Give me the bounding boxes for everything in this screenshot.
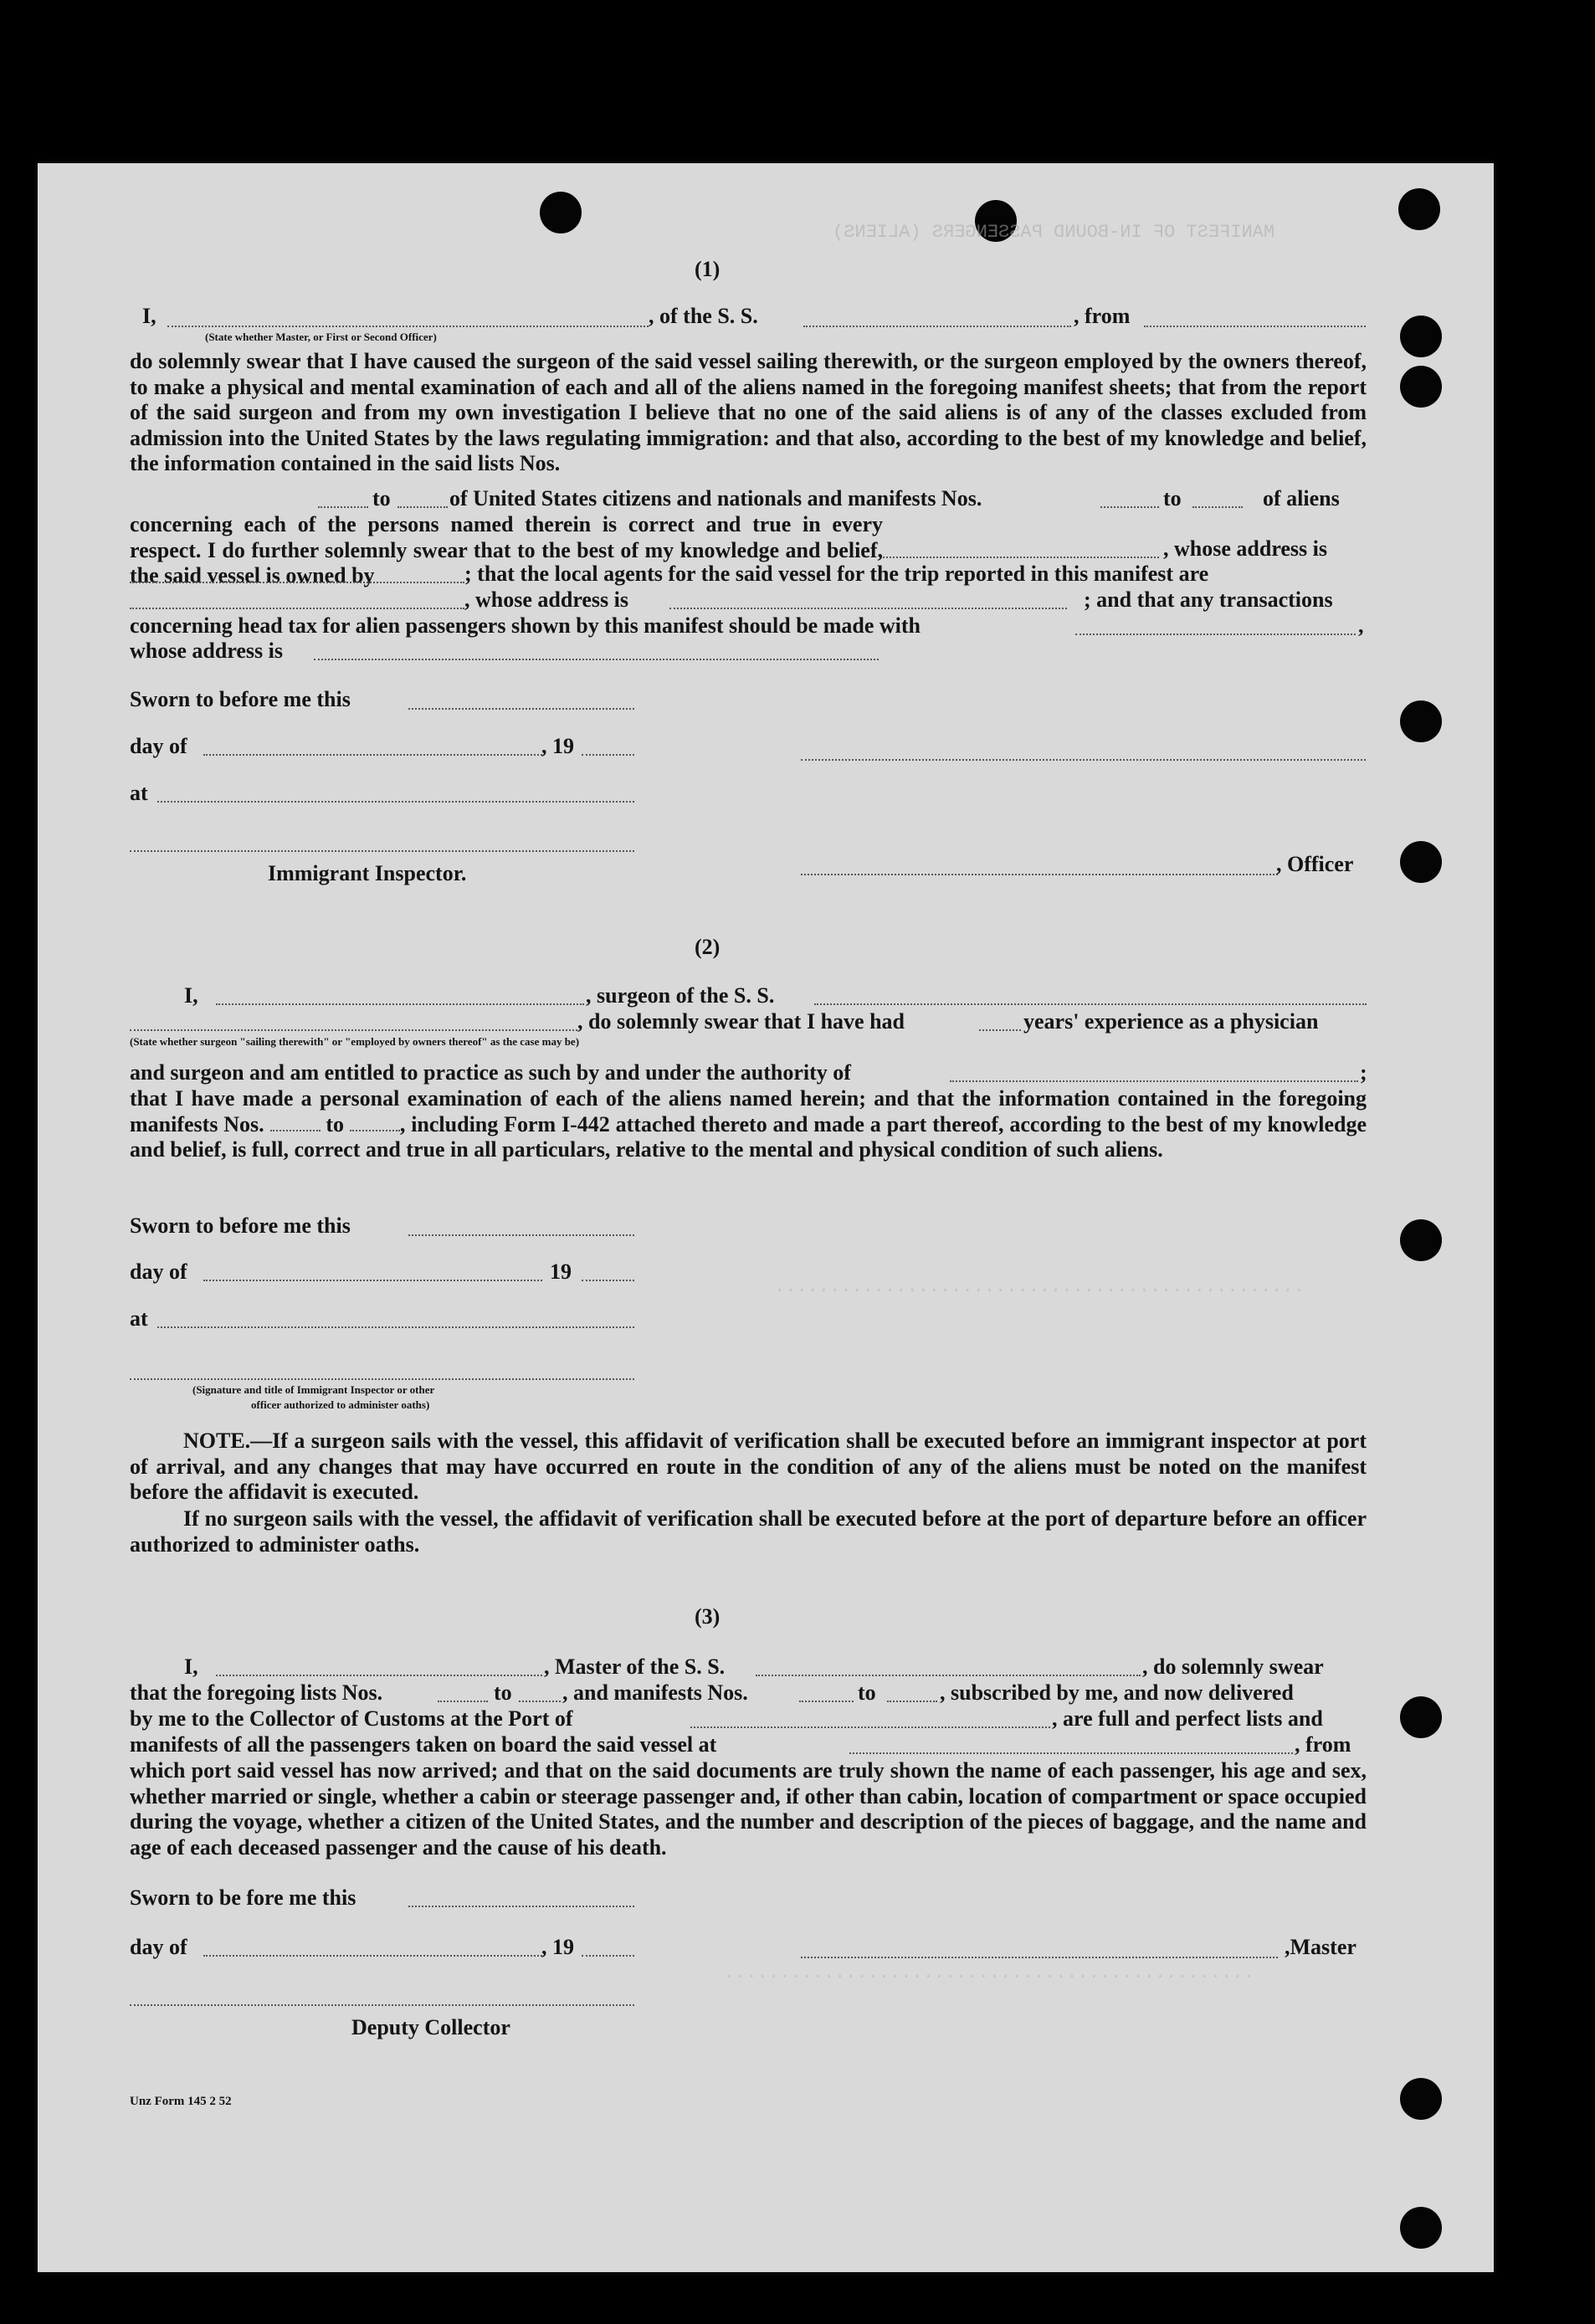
master-paragraph: which port said vessel has now arrived; and that on the said documents are truly shown the name of each passenger, his age and sex, whether married or single, whether a cabin or steerage passenger and, if other than cabin, location of compartment or space occupied during the voyage, whether a citizen of the United States, and the number and description of the pieces of baggage, and the name and age of each deceased passenger and the cause of his death. (130, 1758, 1367, 1860)
surgeon-name-field[interactable] (216, 1003, 584, 1005)
agent-address-label: , whose address is (464, 587, 629, 612)
manifests-to-blank[interactable] (350, 1130, 400, 1131)
manifests-label: , and manifests Nos. (562, 1680, 748, 1705)
boarded-at-field[interactable] (849, 1752, 1293, 1754)
section-number: (2) (695, 935, 721, 959)
surgeon-vessel-field[interactable] (814, 1003, 1367, 1005)
punch-hole-right-3 (1400, 366, 1442, 408)
form-identifier: Unz Form 145 2 52 (130, 2095, 232, 2108)
head-tax-address-field[interactable] (314, 659, 879, 660)
year-label: , 19 (541, 1935, 574, 1959)
from-port-field[interactable] (1144, 326, 1366, 327)
officer-signature-line[interactable] (801, 759, 1366, 761)
of-aliens-label: of aliens (1263, 486, 1340, 510)
punch-hole-right-1 (1398, 188, 1440, 230)
at-location-field[interactable] (157, 801, 634, 803)
from-label: , from (1295, 1732, 1351, 1757)
from-label: , from (1074, 304, 1131, 328)
master-swear-label: , do solemnly swear (1142, 1655, 1324, 1679)
note-paragraph-1 (130, 1429, 1367, 1506)
day-of-label: day of (130, 1935, 187, 1959)
inspector-signature-line[interactable] (130, 850, 634, 852)
owner-name-field[interactable] (883, 557, 1159, 558)
surgeon-of-label: , surgeon of the S. S. (586, 983, 775, 1008)
day-of-label: day of (130, 1259, 187, 1284)
years-label: years' experience as a physician (1023, 1009, 1319, 1034)
day-of-field[interactable] (203, 754, 542, 756)
sworn-date-field[interactable] (408, 1906, 634, 1907)
officer-name-line[interactable] (801, 874, 1278, 875)
years-experience-field[interactable] (979, 1029, 1021, 1031)
vessel-name-field[interactable] (803, 326, 1071, 327)
lists-from-field[interactable] (438, 1701, 488, 1702)
surgeon-note: (State whether surgeon "sailing therewith" or "employed by owners thereof" as the case may be) (130, 1035, 580, 1048)
i-label: I, (184, 983, 198, 1008)
port-label: by me to the Collector of Customs at the Port of (130, 1706, 573, 1731)
at-label: at (130, 781, 148, 805)
punch-hole-right-2 (1400, 316, 1442, 357)
lists-to-label: to (494, 1680, 512, 1705)
bleed-through-background: MANIFEST OF IN-BOUND PASSENGERS (ALIENS) (833, 222, 1275, 243)
lists-label: that the foregoing lists Nos. (130, 1680, 383, 1705)
sworn-date-field[interactable] (408, 1234, 634, 1236)
manifests-to-label: to (326, 1111, 345, 1136)
port-field[interactable] (690, 1726, 1050, 1728)
inspector-title: Immigrant Inspector. (268, 861, 467, 885)
manifests-to-field[interactable] (887, 1701, 937, 1702)
master-signature-line[interactable] (801, 1957, 1278, 1958)
manifests-to-field[interactable] (1192, 506, 1243, 508)
surgeon-body-b: that I have made a personal examination of each of the aliens named herein; and that the information contained in the foregoing manifests Nos. (130, 1086, 1367, 1136)
year-label: , 19 (541, 734, 574, 758)
punch-hole-right-5 (1400, 841, 1442, 883)
authority-label: and surgeon and am entitled to practice as such by and under the authority of (130, 1060, 851, 1085)
boarded-at-label: manifests of all the passengers taken on board the said vessel at (130, 1732, 717, 1757)
punch-hole-right-4 (1400, 700, 1442, 742)
manifests-from-field[interactable] (799, 1701, 854, 1702)
deputy-collector-title: Deputy Collector (351, 2015, 510, 2039)
citizens-label: of United States citizens and nationals and manifests Nos. (449, 486, 982, 510)
owner-address-field[interactable] (130, 582, 464, 583)
of-ss-label: , of the S. S. (649, 304, 758, 328)
i-label: I, (184, 1655, 198, 1679)
subscribed-label: , subscribed by me, and now delivered (940, 1680, 1294, 1705)
section-number: (1) (695, 257, 721, 281)
transactions-label: ; and that any transactions concerning head tax for alien passengers shown by this manifest should be made with (130, 587, 1333, 638)
manifests-to-label: to (1163, 486, 1182, 510)
i-label: I, (142, 304, 156, 328)
manifests-from-blank[interactable] (270, 1130, 321, 1131)
surgeon-paragraph (130, 1086, 1367, 1163)
officer-title: , Officer (1276, 852, 1354, 876)
master-vessel-field[interactable] (756, 1675, 1141, 1676)
semicolon: ; (1360, 1060, 1367, 1085)
sworn-date-field[interactable] (408, 708, 634, 710)
lists-from-field[interactable] (318, 506, 368, 508)
punch-hole-right-7 (1400, 1696, 1442, 1738)
head-tax-contact-field[interactable] (1075, 634, 1356, 635)
at-label: at (130, 1306, 148, 1331)
sworn-label: Sworn to be fore me this (130, 1885, 356, 1910)
master-of-label: , Master of the S. S. (544, 1655, 726, 1679)
oath-paragraph-2: concerning each of the persons named therein is correct and true in every respect. I do further solemnly swear that to the best of my knowledge and belief, the said vessel is owned by (130, 512, 883, 588)
inspector-signature-line[interactable] (130, 1378, 634, 1380)
day-of-field[interactable] (203, 1955, 542, 1957)
officer-name-field[interactable] (167, 326, 649, 327)
authority-field[interactable] (950, 1080, 1358, 1082)
surgeon-body-c: , including Form I-442 attached thereto and made a part thereof, according to the best of my knowledge and belief, is full, correct and true in all particulars, relative to the mental and physical condition of such aliens. (130, 1111, 1367, 1162)
surgeon-swear-label: , do solemnly swear that I have had (577, 1009, 905, 1034)
day-of-label: day of (130, 734, 187, 758)
section-number: (3) (695, 1604, 721, 1629)
signature-note-line-2: officer authorized to administer oaths) (251, 1398, 430, 1411)
oath-paragraph-1: do solemnly swear that I have caused the surgeon of the said vessel sailing therewith, or the surgeon employed by the owners thereof, to make a physical and mental examination of each and all of the aliens named in the foregoing manifest sheets; that from the report of the said surgeon and from my own investigation I believe that no one of the said aliens is of any of the classes excluded from admission into the United States by the laws regulating immigration: and that also, according to the best of my knowledge and belief, the information contained in the said lists Nos. (130, 349, 1367, 476)
note-text-2: If no surgeon sails with the vessel, the affidavit of verification shall be executed before at the port of departure before an officer authorized to administer oaths. (130, 1506, 1367, 1557)
master-title: ,Master (1285, 1935, 1357, 1959)
master-name-field[interactable] (216, 1675, 542, 1676)
sworn-label: Sworn to before me this (130, 687, 351, 711)
head-tax-address-label: whose address is (130, 639, 284, 663)
owner-address-label: , whose address is (1163, 536, 1328, 561)
local-agents-label: ; that the local agents for the said vessel for the trip reported in this manifest are (464, 562, 1209, 586)
day-of-field[interactable] (203, 1280, 542, 1281)
sworn-label: Sworn to before me this (130, 1213, 351, 1238)
punch-hole-right-6 (1400, 1219, 1442, 1261)
surgeon-type-field[interactable] (130, 1029, 577, 1031)
comma: , (1358, 613, 1364, 638)
bleed-through-background: ................................................ (774, 1276, 1305, 1297)
year-field[interactable] (582, 1955, 634, 1957)
year-field[interactable] (582, 1280, 634, 1281)
full-lists-label: , are full and perfect lists and (1052, 1706, 1323, 1731)
note-paragraph-2 (130, 1506, 1367, 1557)
manifests-from-field[interactable] (1100, 506, 1159, 508)
punch-hole-right-8 (1400, 2078, 1442, 2120)
lists-to-field[interactable] (397, 506, 448, 508)
bleed-through-background: ................................................ (724, 1962, 1254, 1983)
collector-signature-line[interactable] (130, 2004, 634, 2006)
punch-hole-right-9 (1400, 2207, 1442, 2249)
form-page (38, 163, 1494, 2272)
note-text-1: NOTE.—If a surgeon sails with the vessel, this affidavit of verification shall be executed before an immigrant inspector at port of arrival, and any changes that may have occurred en route in the condition of any of the aliens must be noted on the manifest before the affidavit is executed. (130, 1429, 1367, 1505)
at-location-field[interactable] (157, 1326, 634, 1328)
signature-note-line-1: (Signature and title of Immigrant Inspector or other (192, 1383, 435, 1396)
officer-note: (State whether Master, or First or Second Officer) (205, 331, 437, 343)
punch-hole-top-left (540, 192, 582, 233)
manifests-to-label: to (858, 1680, 876, 1705)
year-label: 19 (550, 1259, 572, 1284)
lists-to-field[interactable] (519, 1701, 561, 1702)
lists-to-label: to (372, 486, 391, 510)
year-field[interactable] (582, 754, 634, 756)
